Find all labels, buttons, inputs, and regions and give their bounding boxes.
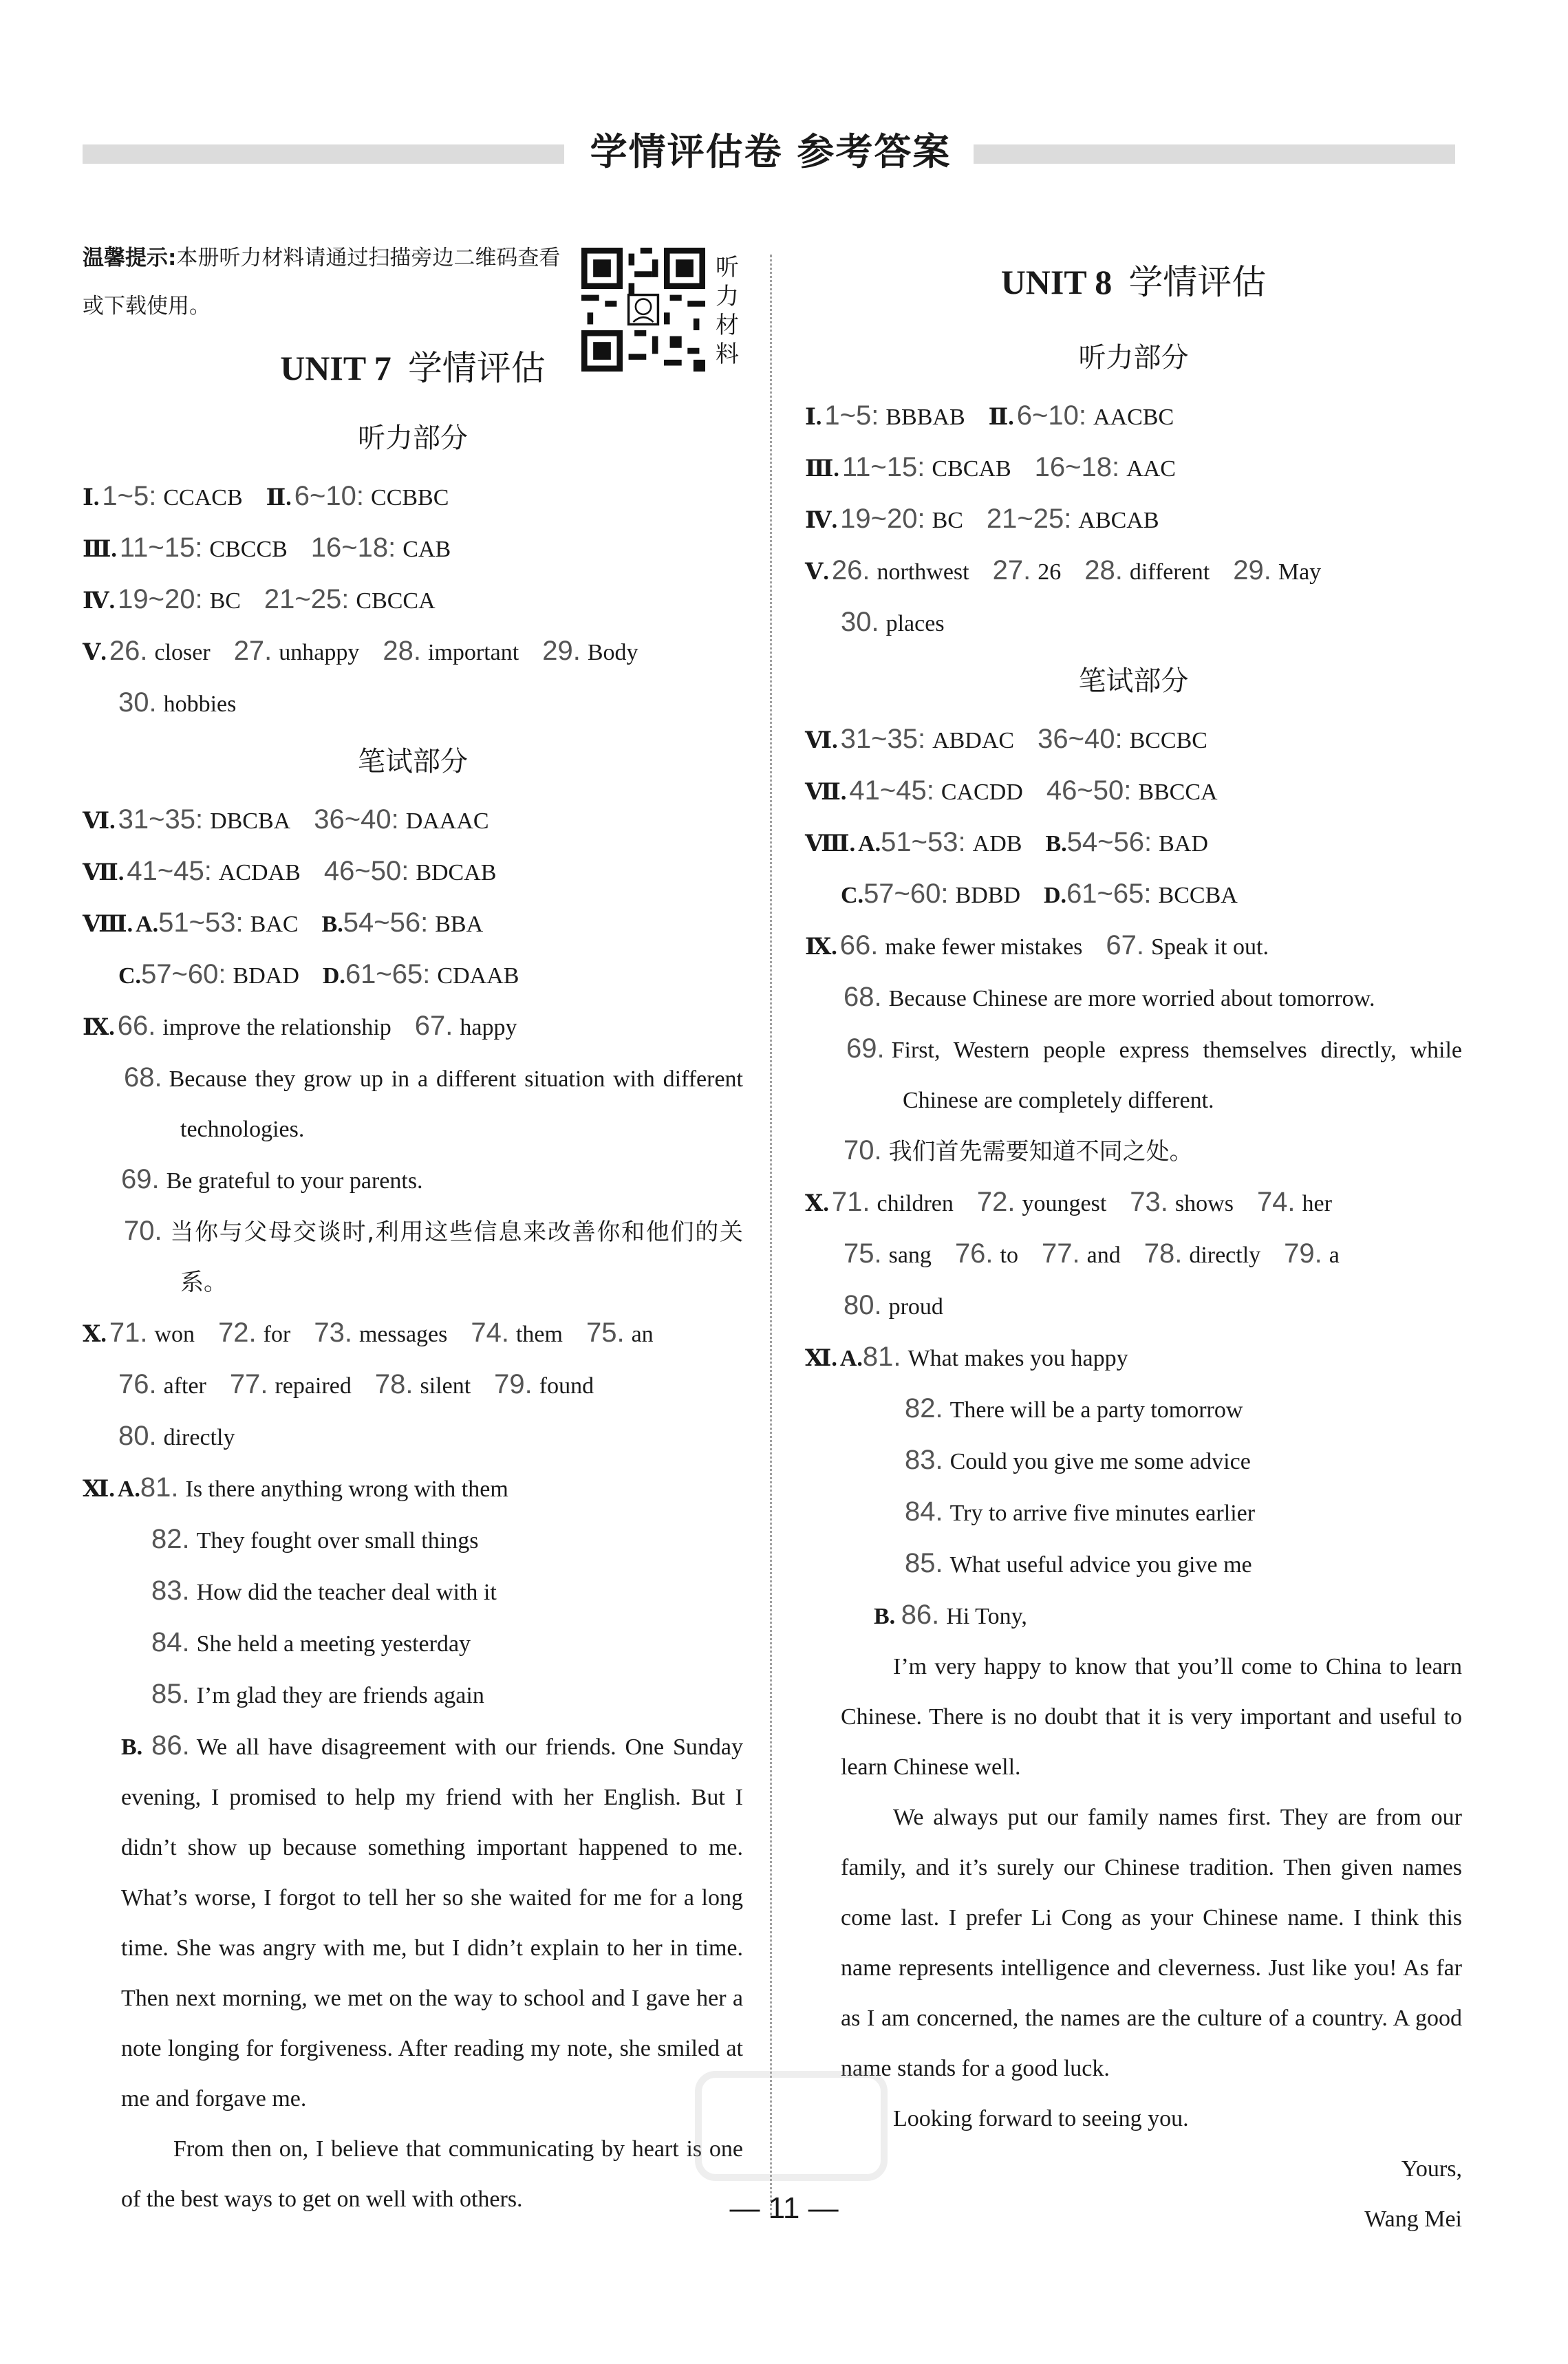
answer-85: 85. I’m glad they are friends again (151, 1679, 484, 1709)
answer-line: Ⅰ. 1~5: CCACB Ⅱ. 6~10: CCBBC (83, 481, 449, 511)
answer-line: Ⅷ. A.51~53: BAC B.54~56: BBA (83, 907, 484, 938)
answer-68: 68. Because Chinese are more worried about tomorrow. (844, 982, 1375, 1012)
answer-line: Ⅵ. 31~35: DBCBA 36~40: DAAAC (83, 804, 489, 835)
answer-line: Ⅲ. 11~15: CBCAB 16~18: AAC (805, 452, 1176, 482)
unit8-listening-heading: 听力部分 (1078, 342, 1189, 374)
answer-line: Ⅶ. 41~45: CACDD 46~50: BBCCA (805, 775, 1218, 806)
answer-69: 69. First, Western people express themselves directly, while Chinese are completely different. (846, 1033, 1462, 1113)
answer-line: Ⅰ. 1~5: BBBAB Ⅱ. 6~10: AACBC (805, 400, 1174, 431)
answer-69: 69. Be grateful to your parents. (121, 1164, 423, 1194)
answer-70: 70. 我们首先需要知道不同之处。 (844, 1135, 1193, 1165)
answer-82: 82. There will be a party tomorrow (905, 1393, 1243, 1423)
answer-line: 80. proud (844, 1290, 943, 1320)
answer-line: 76. after 77. repaired 78. silent 79. found (118, 1369, 594, 1399)
unit8-writing-heading: 笔试部分 (1078, 665, 1189, 697)
column-divider (770, 255, 772, 2215)
answer-line: Ⅳ. 19~20: BC 21~25: ABCAB (805, 504, 1159, 534)
essay-86-p2: From then on, I believe that communicating by heart is one of the best ways to get on well with others. (121, 2136, 743, 2212)
letter-p3: Looking forward to seeing you. (893, 2106, 1189, 2131)
answer-85: 85. What useful advice you give me (905, 1548, 1252, 1578)
answer-68: 68. Because they grow up in a different situation with different technologies. (124, 1062, 743, 1142)
answer-line: Ⅸ. 66. improve the relationship 67. happy (83, 1011, 517, 1041)
answer-81: Ⅺ. A.81. Is there anything wrong with them (83, 1472, 508, 1503)
header-bar-left (83, 144, 564, 164)
answer-70: 70. 当你与父母交谈时,利用这些信息来改善你和他们的关系。 (124, 1216, 743, 1296)
letter-signature: Wang Mei (1364, 2206, 1462, 2232)
page-title: 学情评估卷 参考答案 (590, 130, 952, 173)
unit7-column (83, 234, 743, 2224)
answer-line: C.57~60: BDAD D.61~65: CDAAB (118, 959, 519, 989)
answer-81: Ⅺ. A.81. What makes you happy (805, 1342, 1128, 1372)
qr-label: 听力材料 (716, 254, 739, 368)
answer-line: 30. hobbies (118, 687, 237, 718)
tip-note: 温馨提示:本册听力材料请通过扫描旁边二维码查看或下载使用。 (83, 246, 561, 319)
essay-86-p1: B. 86. We all have disagreement with our friends. One Sunday evening, I promised to help my friend with her English. But I didn’t show up because something important happened to me. What’s worse, I forgot to tell her so she waited for me for a long time. She was angry with me, but I didn’t explain to her in time. Then next morning, we met on the way to school and I gave her a note longing for forgiveness. After reading my note, she smiled at me and forgave me. (121, 1730, 743, 2112)
header-bar-right (974, 144, 1455, 164)
answer-line: Ⅳ. 19~20: BC 21~25: CBCCA (83, 584, 436, 614)
unit8-title: UNIT 8 学情评估 (1000, 262, 1267, 302)
unit7-title: UNIT 7 学情评估 (280, 348, 546, 388)
answer-84: 84. Try to arrive five minutes earlier (905, 1496, 1256, 1527)
unit7-listening-heading: 听力部分 (358, 422, 468, 454)
answer-82: 82. They fought over small things (151, 1524, 479, 1554)
answer-line: Ⅲ. 11~15: CBCCB 16~18: CAB (83, 533, 451, 563)
answer-line: Ⅹ. 71. won 72. for 73. messages 74. them 75. an (83, 1318, 654, 1348)
answer-84: 84. She held a meeting yesterday (151, 1627, 471, 1657)
answer-83: 83. Could you give me some advice (905, 1445, 1251, 1475)
answer-line: 75. sang 76. to 77. and 78. directly 79. a (844, 1238, 1340, 1269)
answer-83: 83. How did the teacher deal with it (151, 1576, 497, 1606)
answer-line: Ⅸ. 66. make fewer mistakes 67. Speak it out. (805, 930, 1269, 960)
letter-closing: Yours, (1401, 2156, 1462, 2182)
answer-line: Ⅴ. 26. northwest 27. 26 28. different 29. May (805, 555, 1322, 585)
answer-line: Ⅶ. 41~45: ACDAB 46~50: BDCAB (83, 856, 497, 886)
answer-line: C.57~60: BDBD D.61~65: BCCBA (841, 879, 1238, 909)
answer-line: 30. places (841, 607, 945, 637)
letter-p1: I’m very happy to know that you’ll come to China to learn Chinese. There is no doubt that it is very important and useful to learn Chinese well. (841, 1654, 1462, 1780)
unit8-column (805, 234, 1462, 2244)
answer-line: Ⅵ. 31~35: ABDAC 36~40: BCCBC (805, 724, 1207, 754)
answer-line: Ⅹ. 71. children 72. youngest 73. shows 74. her (805, 1187, 1332, 1217)
letter-p2: We always put our family names first. They are from our family, and it’s surely our Chinese tradition. Then given names come last. I prefer Li Cong as your Chinese name. I think this name represents intelligence and cleverness. Just like you! As far as I am concerned, the names are the culture of a country. A good name stands for a good luck. (841, 1805, 1462, 2081)
letter-greeting: B. 86. Hi Tony, (874, 1600, 1027, 1630)
answer-line: Ⅴ. 26. closer 27. unhappy 28. important 29. Body (83, 636, 638, 666)
answer-line: 80. directly (118, 1421, 235, 1451)
answer-line: Ⅷ. A.51~53: ADB B.54~56: BAD (805, 827, 1208, 857)
unit7-writing-heading: 笔试部分 (358, 746, 468, 777)
page-number: — 11 — (729, 2191, 839, 2225)
